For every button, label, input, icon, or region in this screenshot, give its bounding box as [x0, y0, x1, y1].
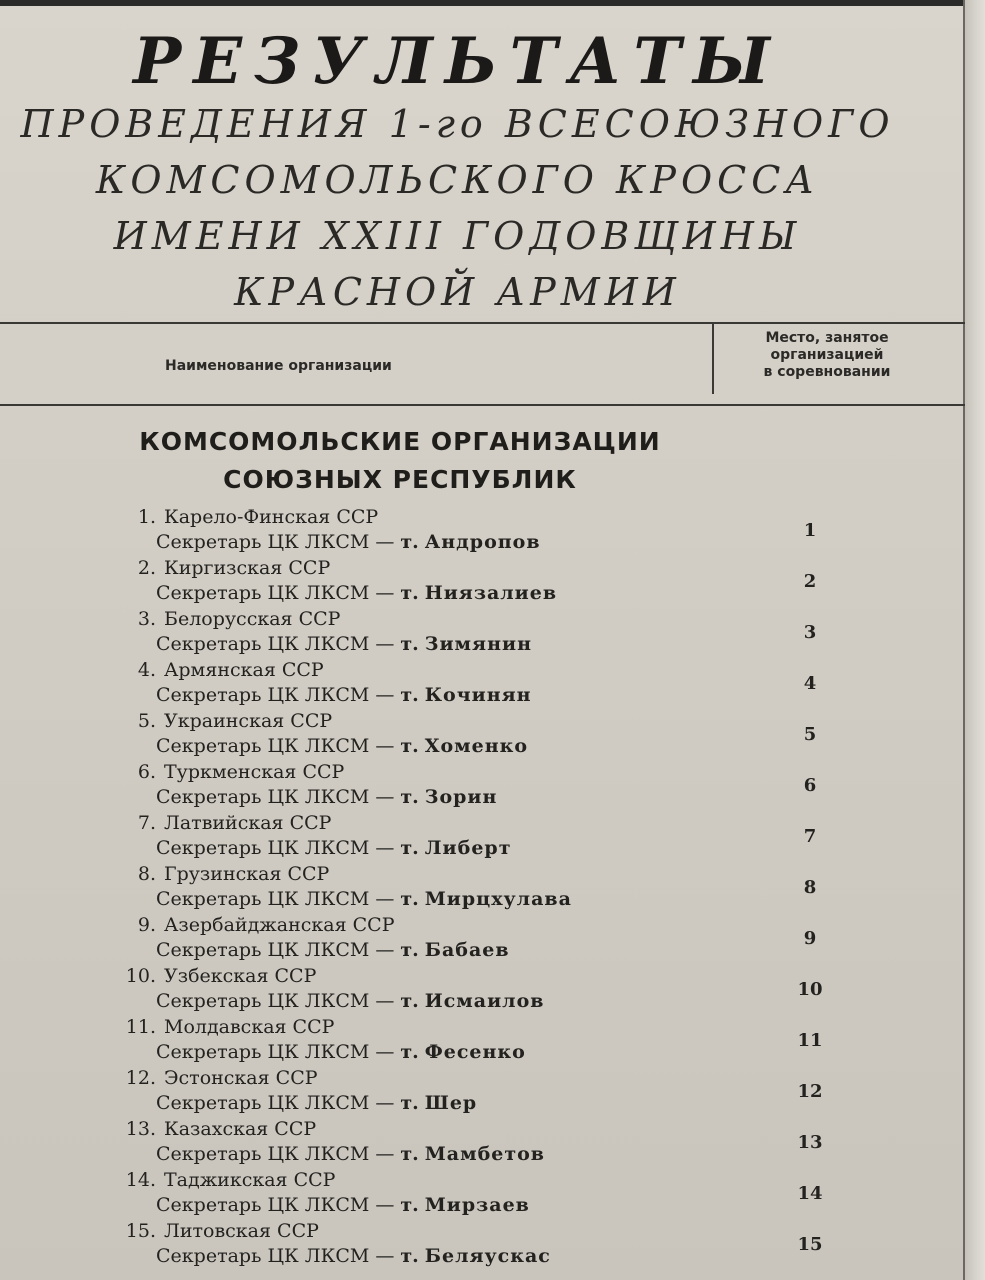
entry-number: 2. [137, 557, 156, 579]
column-header-place-line: организацией [770, 347, 884, 363]
entry-place: 1 [803, 520, 817, 541]
subtitle-line-4: КРАСНОЙ АРМИИ [234, 270, 681, 314]
entry-comrade-abbr: т. [400, 1041, 419, 1063]
entry-organization: Киргизская ССР [164, 557, 331, 579]
column-header-place [722, 330, 932, 381]
entry-number: 11. [125, 1016, 156, 1038]
section-heading-line-1: КОМСОМОЛЬСКИЕ ОРГАНИЗАЦИИ [139, 427, 661, 456]
entry-place: 13 [797, 1132, 823, 1153]
entry-secretary-title: Секретарь ЦК ЛКСМ — [156, 990, 395, 1012]
table-top-rule [0, 322, 965, 324]
entry-secretary-line [156, 785, 497, 809]
entry-secretary-line [156, 989, 544, 1013]
list-item [100, 709, 900, 760]
entry-secretary-title: Секретарь ЦК ЛКСМ — [156, 888, 395, 910]
entry-comrade-abbr: т. [400, 1245, 419, 1267]
entry-comrade-abbr: т. [400, 1092, 419, 1114]
entry-org-line [100, 913, 395, 937]
entry-secretary-title: Секретарь ЦК ЛКСМ — [156, 684, 395, 706]
entry-organization: Украинская ССР [164, 710, 333, 732]
entry-place: 5 [803, 724, 817, 745]
entry-secretary-line [156, 1244, 551, 1268]
entry-number: 4. [137, 659, 156, 681]
table-header-bottom-rule [0, 404, 965, 406]
list-item [100, 658, 900, 709]
entry-comrade-abbr: т. [400, 633, 419, 655]
entry-org-line [100, 556, 330, 580]
list-item [100, 1066, 900, 1117]
entry-number: 1. [137, 506, 156, 528]
entry-secretary-line [156, 1040, 526, 1064]
entry-secretary-surname: Фесенко [424, 1041, 526, 1063]
entry-organization: Карело-Финская ССР [164, 506, 379, 528]
entry-comrade-abbr: т. [400, 786, 419, 808]
entry-secretary-title: Секретарь ЦК ЛКСМ — [156, 1194, 395, 1216]
page-title: РЕЗУЛЬТАТЫ [133, 24, 782, 99]
entry-secretary-line [156, 1091, 477, 1115]
entry-place: 11 [797, 1030, 823, 1051]
entry-org-line [100, 862, 329, 886]
entry-comrade-abbr: т. [400, 837, 419, 859]
list-item [100, 862, 900, 913]
entry-secretary-title: Секретарь ЦК ЛКСМ — [156, 633, 395, 655]
entry-comrade-abbr: т. [400, 735, 419, 757]
entry-organization: Таджикская ССР [164, 1169, 336, 1191]
entry-comrade-abbr: т. [400, 582, 419, 604]
entry-organization: Туркменская ССР [164, 761, 345, 783]
entry-org-line [100, 607, 340, 631]
entry-secretary-title: Секретарь ЦК ЛКСМ — [156, 1092, 395, 1114]
entry-comrade-abbr: т. [400, 888, 419, 910]
list-item [100, 1117, 900, 1168]
entry-comrade-abbr: т. [400, 990, 419, 1012]
entry-secretary-surname: Мамбетов [424, 1143, 546, 1165]
entry-number: 10. [125, 965, 156, 987]
entry-number: 13. [125, 1118, 156, 1140]
entry-org-line [100, 505, 378, 529]
entry-organization: Узбекская ССР [164, 965, 317, 987]
entry-secretary-title: Секретарь ЦК ЛКСМ — [156, 735, 395, 757]
entry-place: 6 [803, 775, 817, 796]
list-item [100, 964, 900, 1015]
entry-secretary-line [156, 1193, 530, 1217]
entry-secretary-title: Секретарь ЦК ЛКСМ — [156, 531, 395, 553]
entry-number: 14. [125, 1169, 156, 1191]
entry-organization: Азербайджанская ССР [164, 914, 395, 936]
entry-organization: Молдавская ССР [164, 1016, 335, 1038]
entry-secretary-surname: Хоменко [424, 735, 529, 757]
entry-place: 2 [803, 571, 817, 592]
entry-secretary-title: Секретарь ЦК ЛКСМ — [156, 1041, 395, 1063]
entry-place: 15 [797, 1234, 823, 1255]
entry-place: 10 [797, 979, 823, 1000]
entry-secretary-line [156, 632, 532, 656]
entry-secretary-title: Секретарь ЦК ЛКСМ — [156, 837, 395, 859]
entry-secretary-line [156, 938, 510, 962]
entry-org-line [100, 1015, 334, 1039]
entry-organization: Эстонская ССР [164, 1067, 318, 1089]
entry-place: 4 [803, 673, 817, 694]
entry-org-line [100, 760, 344, 784]
list-item [100, 607, 900, 658]
entry-comrade-abbr: т. [400, 939, 419, 961]
list-item [100, 505, 900, 556]
entry-number: 7. [137, 812, 156, 834]
column-header-organization: Наименование организации [165, 358, 392, 374]
entry-org-line [100, 709, 332, 733]
entry-place: 9 [803, 928, 817, 949]
entry-secretary-surname: Мирцхулава [424, 888, 572, 910]
entry-secretary-title: Секретарь ЦК ЛКСМ — [156, 582, 395, 604]
entry-secretary-line [156, 734, 528, 758]
subtitle-line-2: КОМСОМОЛЬСКОГО КРОССА [95, 158, 820, 202]
entry-number: 8. [137, 863, 156, 885]
entry-place: 12 [797, 1081, 823, 1102]
entry-secretary-line [156, 887, 572, 911]
top-border-rule [0, 0, 985, 6]
entry-place: 3 [803, 622, 817, 643]
entry-secretary-surname: Зимянин [424, 633, 532, 655]
list-item [100, 811, 900, 862]
entry-secretary-line [156, 1142, 545, 1166]
entry-organization: Белорусская ССР [164, 608, 341, 630]
entry-org-line [100, 1219, 319, 1243]
subtitle-line-3: ИМЕНИ XXIII ГОДОВЩИНЫ [113, 214, 802, 258]
entry-comrade-abbr: т. [400, 531, 419, 553]
entry-secretary-line [156, 683, 532, 707]
entry-number: 3. [137, 608, 156, 630]
list-item [100, 1168, 900, 1219]
entry-secretary-surname: Зорин [424, 786, 498, 808]
column-header-place-line: Место, занятое [765, 330, 889, 346]
results-list [100, 505, 900, 1270]
entry-comrade-abbr: т. [400, 1194, 419, 1216]
entry-secretary-surname: Исмаилов [424, 990, 545, 1012]
entry-secretary-line [156, 836, 511, 860]
list-item [100, 1015, 900, 1066]
entry-place: 8 [803, 877, 817, 898]
entry-secretary-surname: Андропов [424, 531, 541, 553]
entry-place: 7 [803, 826, 817, 847]
entry-secretary-title: Секретарь ЦК ЛКСМ — [156, 1143, 395, 1165]
entry-organization: Грузинская ССР [164, 863, 330, 885]
section-heading-line-2: СОЮЗНЫХ РЕСПУБЛИК [223, 465, 577, 494]
entry-secretary-surname: Шер [424, 1092, 478, 1114]
entry-secretary-title: Секретарь ЦК ЛКСМ — [156, 1245, 395, 1267]
subtitle-line-1: ПРОВЕДЕНИЯ 1-го ВСЕСОЮЗНОГО [20, 102, 895, 146]
entry-number: 9. [137, 914, 156, 936]
entry-organization: Латвийская ССР [164, 812, 332, 834]
entry-org-line [100, 1117, 316, 1141]
entry-secretary-surname: Мирзаев [424, 1194, 530, 1216]
column-header-place-line: в соревновании [763, 364, 891, 380]
entry-secretary-line [156, 530, 541, 554]
entry-org-line [100, 1066, 318, 1090]
entry-number: 6. [137, 761, 156, 783]
entry-secretary-title: Секретарь ЦК ЛКСМ — [156, 786, 395, 808]
entry-number: 15. [125, 1220, 156, 1242]
column-divider [712, 324, 714, 394]
entry-org-line [100, 658, 324, 682]
entry-secretary-surname: Ниязалиев [424, 582, 558, 604]
entry-secretary-title: Секретарь ЦК ЛКСМ — [156, 939, 395, 961]
entry-organization: Литовская ССР [164, 1220, 319, 1242]
entry-number: 5. [137, 710, 156, 732]
entry-org-line [100, 1168, 335, 1192]
entry-secretary-surname: Бабаев [424, 939, 510, 961]
entry-secretary-surname: Беляускас [424, 1245, 551, 1267]
page-edge [963, 0, 985, 1280]
entry-number: 12. [125, 1067, 156, 1089]
entry-org-line [100, 811, 331, 835]
entry-comrade-abbr: т. [400, 684, 419, 706]
entry-secretary-surname: Кочинян [424, 684, 532, 706]
entry-organization: Армянская ССР [164, 659, 324, 681]
list-item [100, 913, 900, 964]
entry-secretary-line [156, 581, 557, 605]
list-item [100, 556, 900, 607]
entry-place: 14 [797, 1183, 823, 1204]
entry-organization: Казахская ССР [164, 1118, 317, 1140]
list-item [100, 760, 900, 811]
entry-org-line [100, 964, 316, 988]
entry-comrade-abbr: т. [400, 1143, 419, 1165]
list-item [100, 1219, 900, 1270]
entry-secretary-surname: Либерт [424, 837, 512, 859]
